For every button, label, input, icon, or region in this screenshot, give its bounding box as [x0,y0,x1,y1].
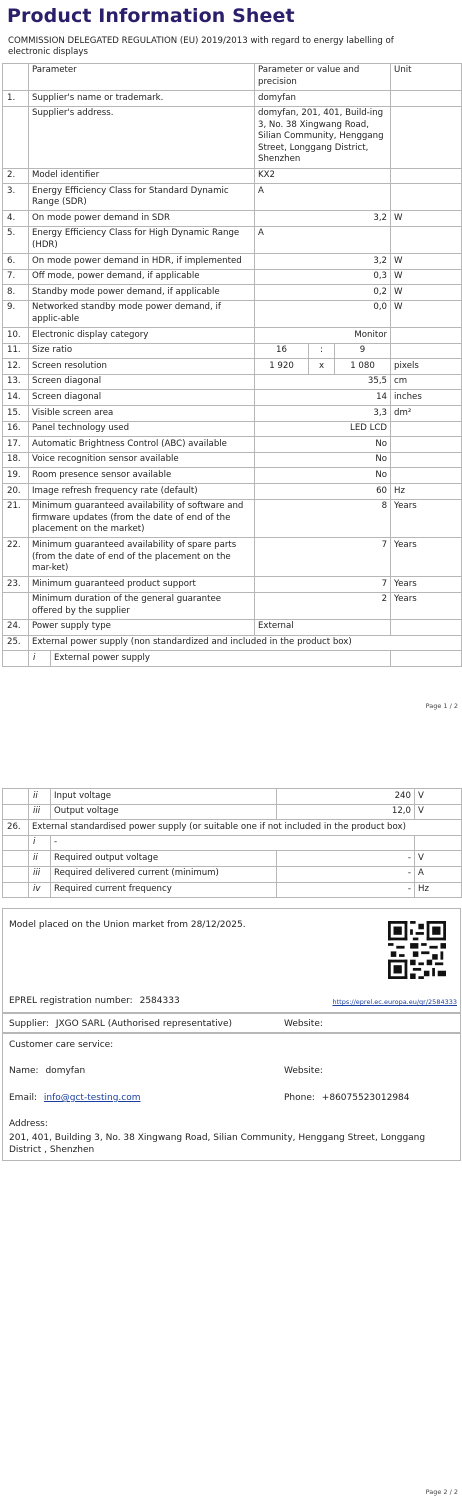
page-number: Page 2 / 2 [425,1488,458,1496]
row-number: 7. [3,269,29,285]
ratio-width: 16 [255,343,309,359]
column-header-parameter: Parameter [29,63,255,90]
row-sub-number: ii [29,851,51,867]
parameter-table [2,63,462,667]
row-value: External [255,619,391,635]
row-value: A [255,226,391,253]
ratio-height: 9 [335,343,391,359]
row-sub-number: iii [29,804,51,820]
table-row [3,269,462,285]
row-parameter: Output voltage [51,804,277,820]
resolution-height: 1 080 [335,359,391,375]
row-parameter: Minimum guaranteed availability of software and firmware updates (from the date of end of the placement on the market) [29,499,255,538]
table-row [3,437,462,453]
page-1 [0,0,462,720]
row-sub-number: ii [29,789,51,805]
resolution-width: 1 920 [255,359,309,375]
table-row [3,390,462,406]
eprel-label: EPREL registration number: [9,996,133,1006]
table-row [3,592,462,619]
row-number: 18. [3,452,29,468]
table-row [3,285,462,301]
row-value: 14 [255,390,391,406]
row-parameter: External power supply (non standardized and included in the product box) [29,635,462,651]
column-header-value: Parameter or value and precision [255,63,391,90]
row-parameter: Minimum duration of the general guarantee offered by the supplier [29,592,255,619]
row-number: 17. [3,437,29,453]
parameter-table-continued [2,788,462,898]
table-row [3,328,462,344]
table-row [3,359,462,375]
table-row [3,851,462,867]
supplier-value: JXGO SARL (Authorised representative) [55,1019,233,1029]
row-number: 25. [3,635,29,651]
row-parameter: Standby mode power demand, if applicable [29,285,255,301]
eprel-number: 2584333 [139,996,180,1006]
row-parameter: Supplier's name or trademark. [29,91,255,107]
row-unit: Years [391,538,462,577]
regulation-subtitle: COMMISSION DELEGATED REGULATION (EU) 2019/2013 with regard to energy labelling of electronic displays [8,35,394,58]
row-value: 8 [255,499,391,538]
row-parameter: Energy Efficiency Class for High Dynamic Range (HDR) [29,226,255,253]
care-website-label: Website: [284,1066,323,1076]
row-value: No [255,452,391,468]
row-number: 4. [3,211,29,227]
row-sub-number: i [29,835,51,851]
row-value: - [277,851,415,867]
row-value: 2 [255,592,391,619]
row-parameter: Room presence sensor available [29,468,255,484]
row-unit: V [415,804,462,820]
row-value: 7 [255,577,391,593]
row-number: 2. [3,168,29,184]
row-value: 3,2 [255,254,391,270]
row-parameter: Minimum guaranteed product support [29,577,255,593]
row-unit: pixels [391,359,462,375]
row-value: LED LCD [255,421,391,437]
customer-care-heading: Customer care service: [9,1040,114,1050]
row-value: 3,2 [255,211,391,227]
table-row [3,484,462,500]
care-email-link[interactable]: info@gct-testing.com [43,1093,141,1103]
row-number: 13. [3,374,29,390]
table-row [3,168,462,184]
row-sub-number: iii [29,866,51,882]
care-phone [284,1092,410,1104]
table-row [3,468,462,484]
row-unit: Years [391,592,462,619]
row-number: 5. [3,226,29,253]
qr-code-icon[interactable] [388,921,446,979]
supplier-label: Supplier: [9,1019,49,1029]
table-row [3,499,462,538]
row-parameter: Input voltage [51,789,277,805]
row-number: 23. [3,577,29,593]
table-row [3,226,462,253]
row-parameter: Screen diagonal [29,374,255,390]
row-value: No [255,437,391,453]
care-email [9,1092,141,1104]
table-row [3,651,462,667]
row-unit: A [415,866,462,882]
row-unit: Years [391,577,462,593]
row-parameter: Networked standby mode power demand, if applic-able [29,300,255,327]
table-row [3,91,462,107]
row-parameter: On mode power demand in SDR [29,211,255,227]
table-row [3,577,462,593]
row-unit: Hz [415,882,462,898]
eprel-registration [9,995,180,1007]
row-number: 21. [3,499,29,538]
row-sub-number: iv [29,882,51,898]
row-number: 14. [3,390,29,406]
table-row [3,538,462,577]
row-parameter: Electronic display category [29,328,255,344]
supplier-website-label: Website: [284,1019,323,1029]
table-row [3,184,462,211]
row-number: 11. [3,343,29,359]
row-parameter: Required output voltage [51,851,277,867]
row-unit: Years [391,499,462,538]
resolution-separator: x [309,359,335,375]
row-parameter: Off mode, power demand, if applicable [29,269,255,285]
row-parameter: - [51,835,415,851]
table-row [3,804,462,820]
row-value: 12,0 [277,804,415,820]
row-parameter: Required delivered current (minimum) [51,866,277,882]
row-parameter: Panel technology used [29,421,255,437]
row-parameter: Automatic Brightness Control (ABC) available [29,437,255,453]
table-row [3,421,462,437]
supplier-box [2,1013,461,1033]
row-parameter: Screen diagonal [29,390,255,406]
customer-care-box [2,1033,461,1161]
row-number: 19. [3,468,29,484]
table-row [3,406,462,422]
row-parameter: Image refresh frequency rate (default) [29,484,255,500]
row-number: 20. [3,484,29,500]
row-parameter: Size ratio [29,343,255,359]
care-address-value: 201, 401, Building 3, No. 38 Xingwang Road, Silian Community, Henggang Street, Longgang District , Shenzhen [9,1133,426,1156]
row-value: 7 [255,538,391,577]
row-number: 15. [3,406,29,422]
row-number: 6. [3,254,29,270]
row-parameter: Required current frequency [51,882,277,898]
row-parameter: Screen resolution [29,359,255,375]
row-value: 0,3 [255,269,391,285]
care-phone-value: +86075523012984 [321,1093,410,1103]
row-parameter: Power supply type [29,619,255,635]
row-unit: V [415,789,462,805]
page-title: Product Information Sheet [7,5,295,27]
page-number: Page 1 / 2 [425,702,458,710]
care-name-value: domyfan [45,1066,86,1076]
row-value: 0,0 [255,300,391,327]
row-number: 24. [3,619,29,635]
row-parameter: Voice recognition sensor available [29,452,255,468]
table-row [3,789,462,805]
market-placement-text: Model placed on the Union market from 28/12/2025. [9,920,246,930]
row-parameter: External power supply [51,651,391,667]
row-unit: W [391,285,462,301]
table-row [3,635,462,651]
row-unit: W [391,300,462,327]
row-value: 35,5 [255,374,391,390]
row-unit: W [391,211,462,227]
row-value: No [255,468,391,484]
row-value: domyfan, 201, 401, Build-ing 3, No. 38 Xingwang Road, Silian Community, Henggang Street, Longgang District, Shenzhen [255,106,391,168]
row-value: Monitor [255,328,391,344]
row-parameter: On mode power demand in HDR, if implemented [29,254,255,270]
registration-box [2,908,461,1013]
row-value: 60 [255,484,391,500]
table-row [3,211,462,227]
care-phone-label: Phone: [284,1093,315,1103]
row-parameter: Model identifier [29,168,255,184]
row-value: 3,3 [255,406,391,422]
table-row [3,820,462,836]
row-parameter: External standardised power supply (or suitable one if not included in the product box) [29,820,462,836]
row-unit: W [391,269,462,285]
row-parameter: Minimum guaranteed availability of spare parts (from the date of end of the placement on the mar-ket) [29,538,255,577]
row-unit: cm [391,374,462,390]
row-number: 12. [3,359,29,375]
row-value: KX2 [255,168,391,184]
table-row [3,343,462,359]
table-row [3,835,462,851]
table-row [3,106,462,168]
table-row [3,300,462,327]
row-parameter: Visible screen area [29,406,255,422]
supplier-info [9,1018,232,1030]
row-number: 1. [3,91,29,107]
column-header-unit: Unit [391,63,462,90]
table-row [3,254,462,270]
row-parameter: Supplier's address. [29,106,255,168]
eprel-link[interactable]: https://eprel.ec.europa.eu/qr/2584333 [332,998,457,1006]
care-address-label: Address: [9,1119,48,1129]
table-header-row [3,63,462,90]
row-unit: dm² [391,406,462,422]
row-value: 0,2 [255,285,391,301]
table-row [3,882,462,898]
row-number: 9. [3,300,29,327]
row-value: 240 [277,789,415,805]
care-email-label: Email: [9,1093,38,1103]
ratio-separator: : [309,343,335,359]
row-value: - [277,882,415,898]
row-number: 16. [3,421,29,437]
row-number: 22. [3,538,29,577]
table-row [3,374,462,390]
row-parameter: Energy Efficiency Class for Standard Dynamic Range (SDR) [29,184,255,211]
row-number: 10. [3,328,29,344]
row-unit: inches [391,390,462,406]
row-number: 8. [3,285,29,301]
row-value: A [255,184,391,211]
table-row [3,619,462,635]
table-row [3,866,462,882]
care-name [9,1065,85,1077]
row-value: - [277,866,415,882]
care-name-label: Name: [9,1066,39,1076]
row-value: domyfan [255,91,391,107]
row-sub-number: i [29,651,51,667]
row-unit: W [391,254,462,270]
table-row [3,452,462,468]
row-unit: Hz [391,484,462,500]
row-unit: V [415,851,462,867]
row-number: 26. [3,820,29,836]
row-number: 3. [3,184,29,211]
page-2 [0,720,462,1500]
